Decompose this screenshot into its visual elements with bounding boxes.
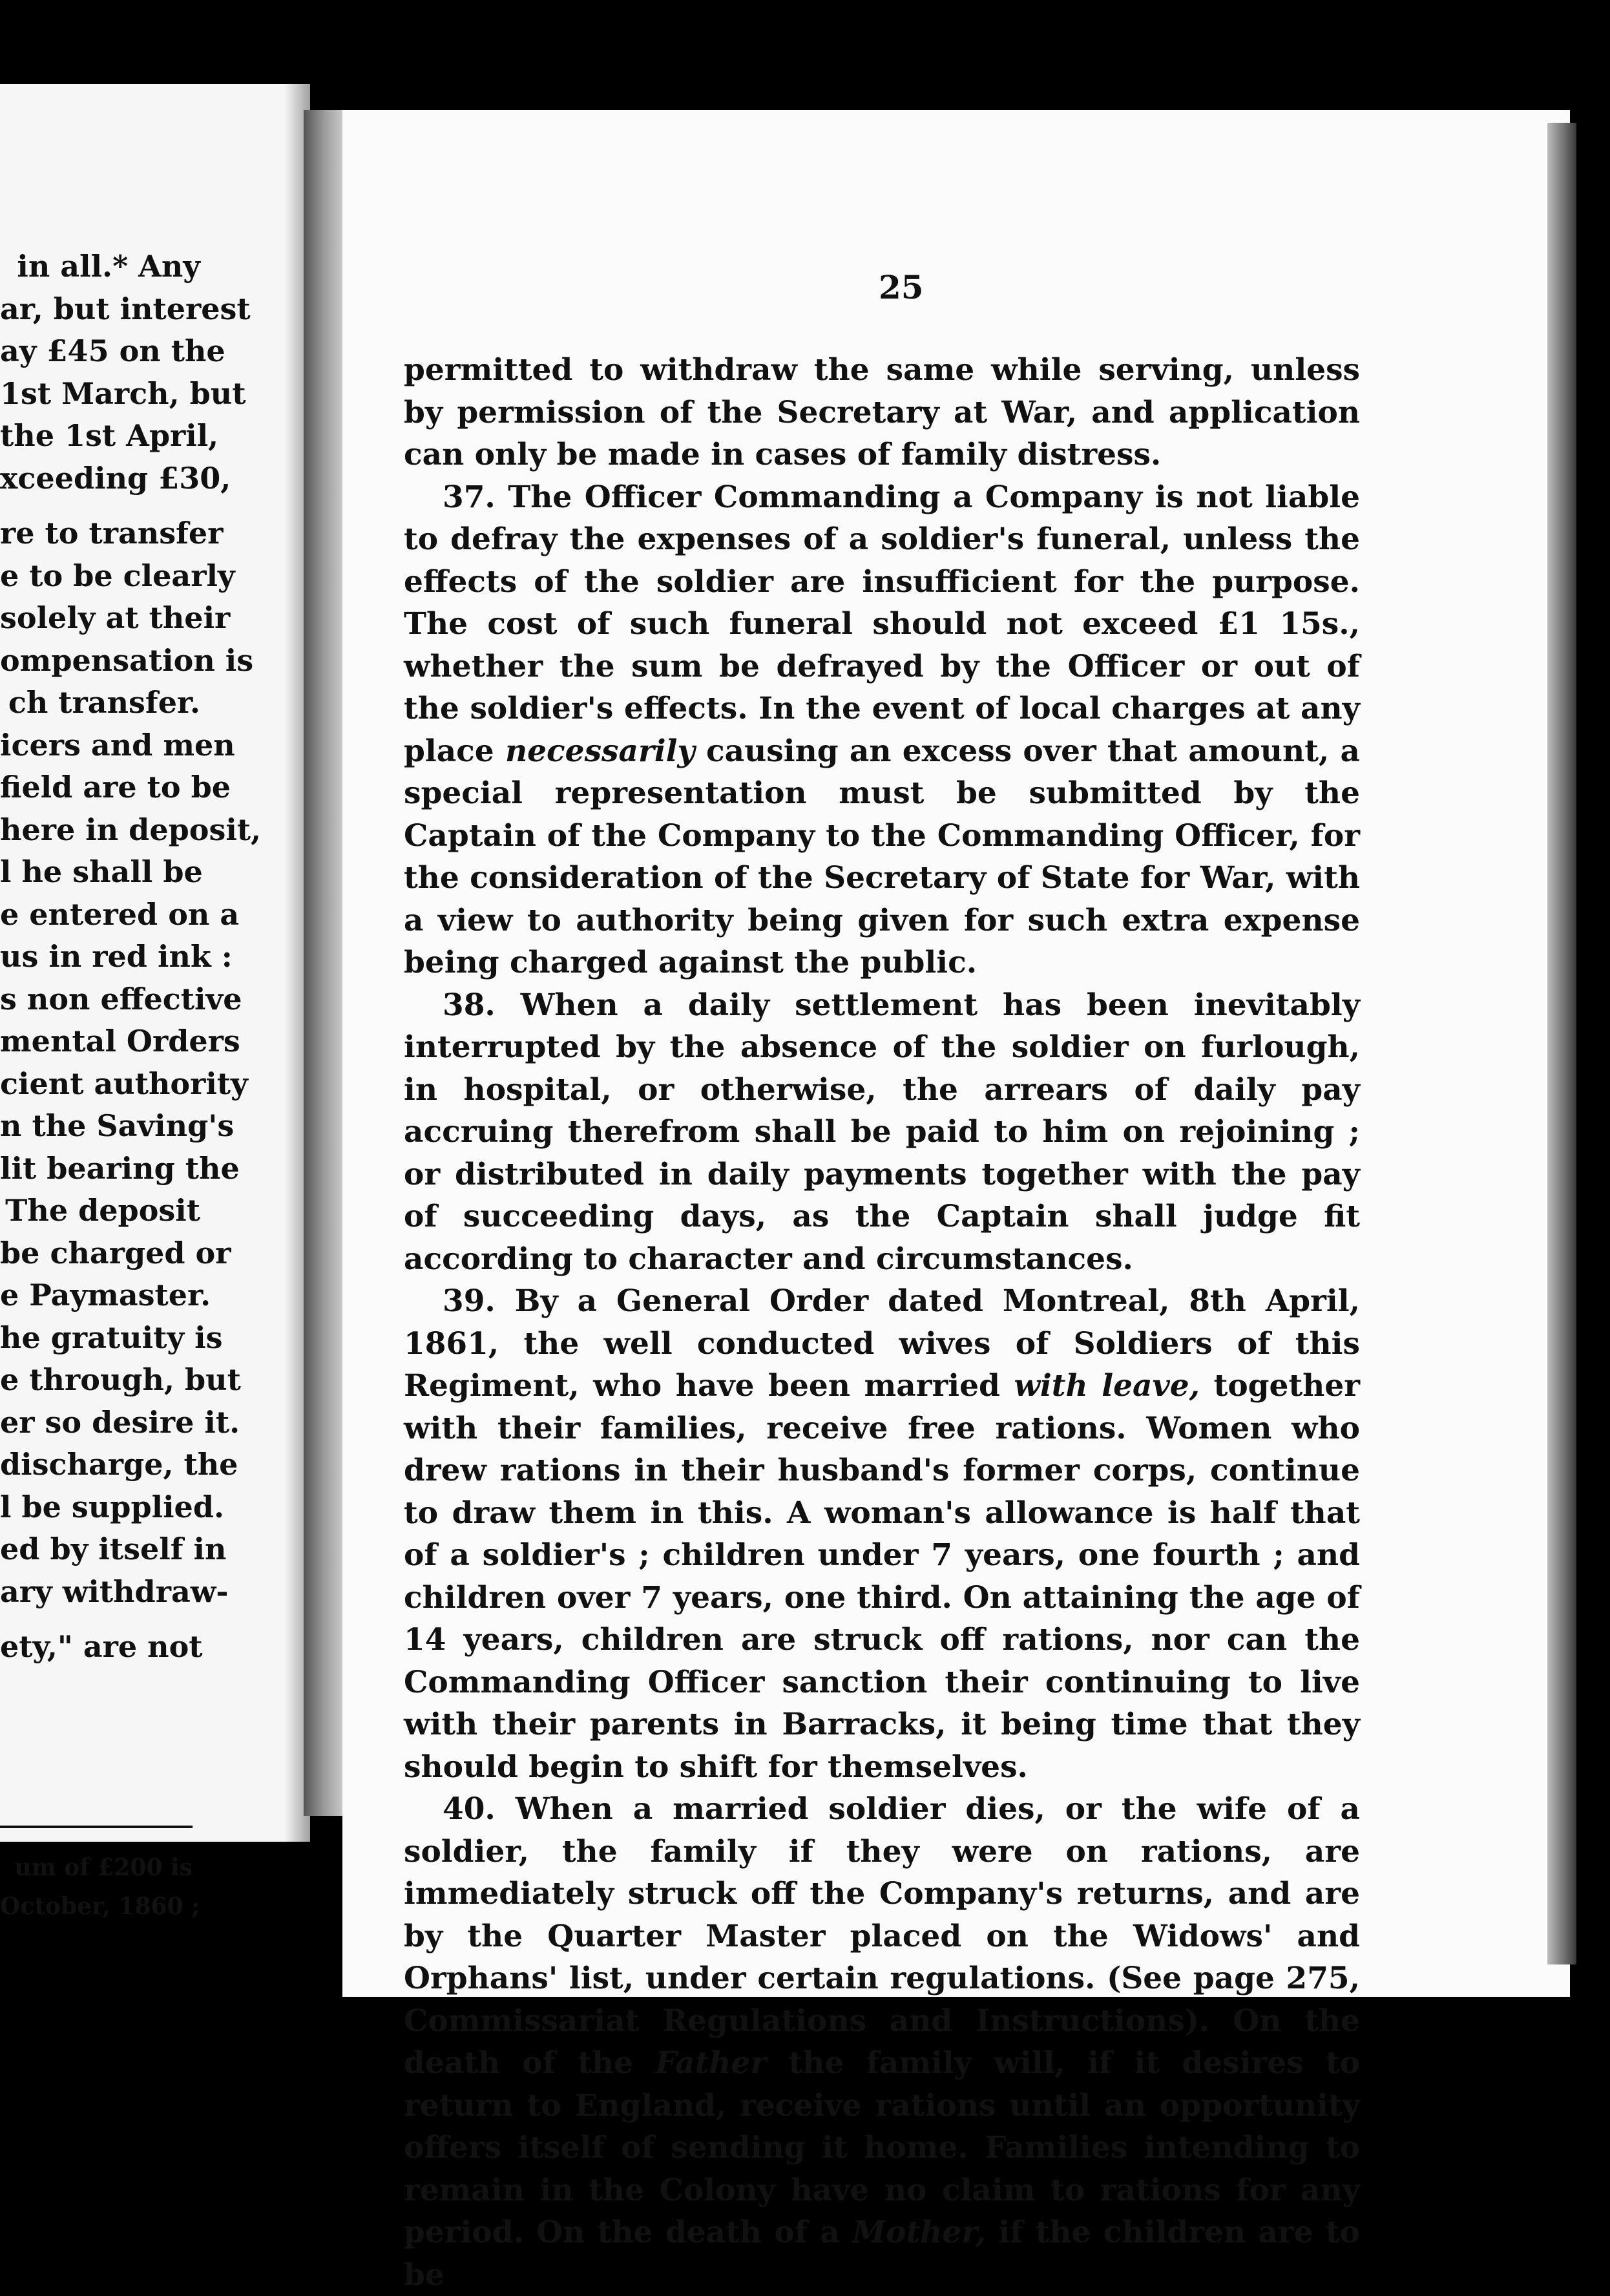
left-line (0, 1613, 200, 1626)
left-line: lit bearing the (0, 1150, 240, 1186)
left-line (0, 500, 200, 512)
left-line: s non effective (0, 981, 242, 1016)
left-line: xceeding £30, (0, 460, 231, 496)
footnote-line: October, 1860 ; (0, 1893, 200, 1920)
left-line: cient authority (0, 1066, 248, 1101)
left-line: field are to be (0, 770, 231, 805)
left-line: 1st March, but (0, 375, 246, 411)
left-line: e through, but (0, 1362, 241, 1397)
left-line: e entered on a (0, 896, 240, 932)
paragraph-38: 38. When a daily settlement has been inevitably interrupted by the absence of the soldier on furlough, in hospital, or otherwise, the arrears of daily pay accruing therefrom shall be paid to him on rejoining ; or distributed in daily payments together with the pay of succeeding days, as the Captain shall judge fit according to character and circumstances. (404, 987, 1360, 1277)
page-body (404, 349, 1360, 2296)
emphasis-father: Father (655, 2045, 767, 2081)
left-line: in all.* Any (17, 249, 200, 284)
left-line: us in red ink : (0, 939, 233, 974)
left-line: ary withdraw- (0, 1574, 229, 1609)
emphasis-necessarily: necessarily (505, 733, 695, 769)
left-line: er so desire it. (0, 1404, 240, 1440)
footnote-line: um of £200 is (14, 1854, 193, 1881)
left-line: l be supplied. (0, 1489, 224, 1524)
page-number: 25 (879, 268, 924, 306)
left-line: The deposit (5, 1193, 200, 1228)
page-edge (1547, 123, 1576, 1964)
left-line: solely at their (0, 600, 231, 635)
left-page-text (0, 246, 262, 1669)
left-line: the 1st April, (0, 418, 219, 453)
emphasis-mother: Mother, (852, 2215, 986, 2250)
paragraph-40: 40. When a married soldier dies, or the wife of a soldier, the family if they were on rations, are immediately struck off the Company's returns, and are by the Quarter Master placed on the Widows' and Orphans' list, under certain regulations. (See page 275, Commissariat Regulations and Instructions). On the death of the Father the family will, if it desires to return to England, receive rations until an opportunity offers itself of sending it home. Families intending to remain in the Colony have no claim to rations for any period. On the death of a Mother, if the children are to be (404, 1791, 1360, 2293)
footnote-rule (0, 1826, 193, 1828)
left-line: ety," are not (0, 1629, 203, 1664)
left-line: ar, but interest (0, 291, 251, 326)
left-line: l he shall be (0, 854, 203, 889)
emphasis-with-leave: with leave, (1014, 1368, 1200, 1404)
left-line: discharge, the (0, 1447, 238, 1482)
left-line: be charged or (0, 1235, 231, 1270)
left-line: mental Orders (0, 1024, 240, 1058)
left-line: he gratuity is (0, 1320, 223, 1355)
left-line: icers and men (0, 727, 235, 763)
paragraph-continuation: permitted to withdraw the same while serving, unless by permission of the Secretary at War, and application can only be made in cases of family distress. (404, 352, 1360, 472)
left-line: n the Saving's (0, 1108, 235, 1143)
left-line: ay £45 on the (0, 333, 225, 368)
left-line: e to be clearly (0, 558, 235, 593)
left-line: here in deposit, (0, 812, 262, 847)
left-line: ompensation is (0, 642, 254, 678)
paragraph-39: 39. By a General Order dated Montreal, 8th April, 1861, the well conducted wives of Soldiers of this Regiment, who have been married with leave, together with their families, receive free rations. Women who drew rations in their husband's former corps, continue to draw them in this. A woman's allowance is half that of a soldier's ; children under 7 years, one fourth ; and children over 7 years, one third. On attaining the age of 14 years, children are struck off rations, nor can the Commanding Officer sanction their continuing to live with their parents in Barracks, it being time that they should begin to shift for themselves. (404, 1283, 1360, 1785)
paragraph-37: 37. The Officer Commanding a Company is not liable to defray the expenses of a soldier's funeral, unless the effects of the soldier are insufficient for the purpose. The cost of such funeral should not exceed £1 15s., whether the sum be defrayed by the Officer or out of the soldier's effects. In the event of local charges at any place necessarily causing an excess over that amount, a special representation must be submitted by the Captain of the Company to the Commanding Officer, for the consideration of the Secretary of State for War, with a view to authority being given for such extra expense being charged against the public. (404, 479, 1360, 980)
left-line: ch transfer. (8, 685, 200, 720)
left-line: e Paymaster. (0, 1278, 211, 1312)
left-page-footnote (0, 1848, 200, 1926)
left-line: ed by itself in (0, 1532, 227, 1566)
left-line: re to transfer (0, 516, 224, 551)
